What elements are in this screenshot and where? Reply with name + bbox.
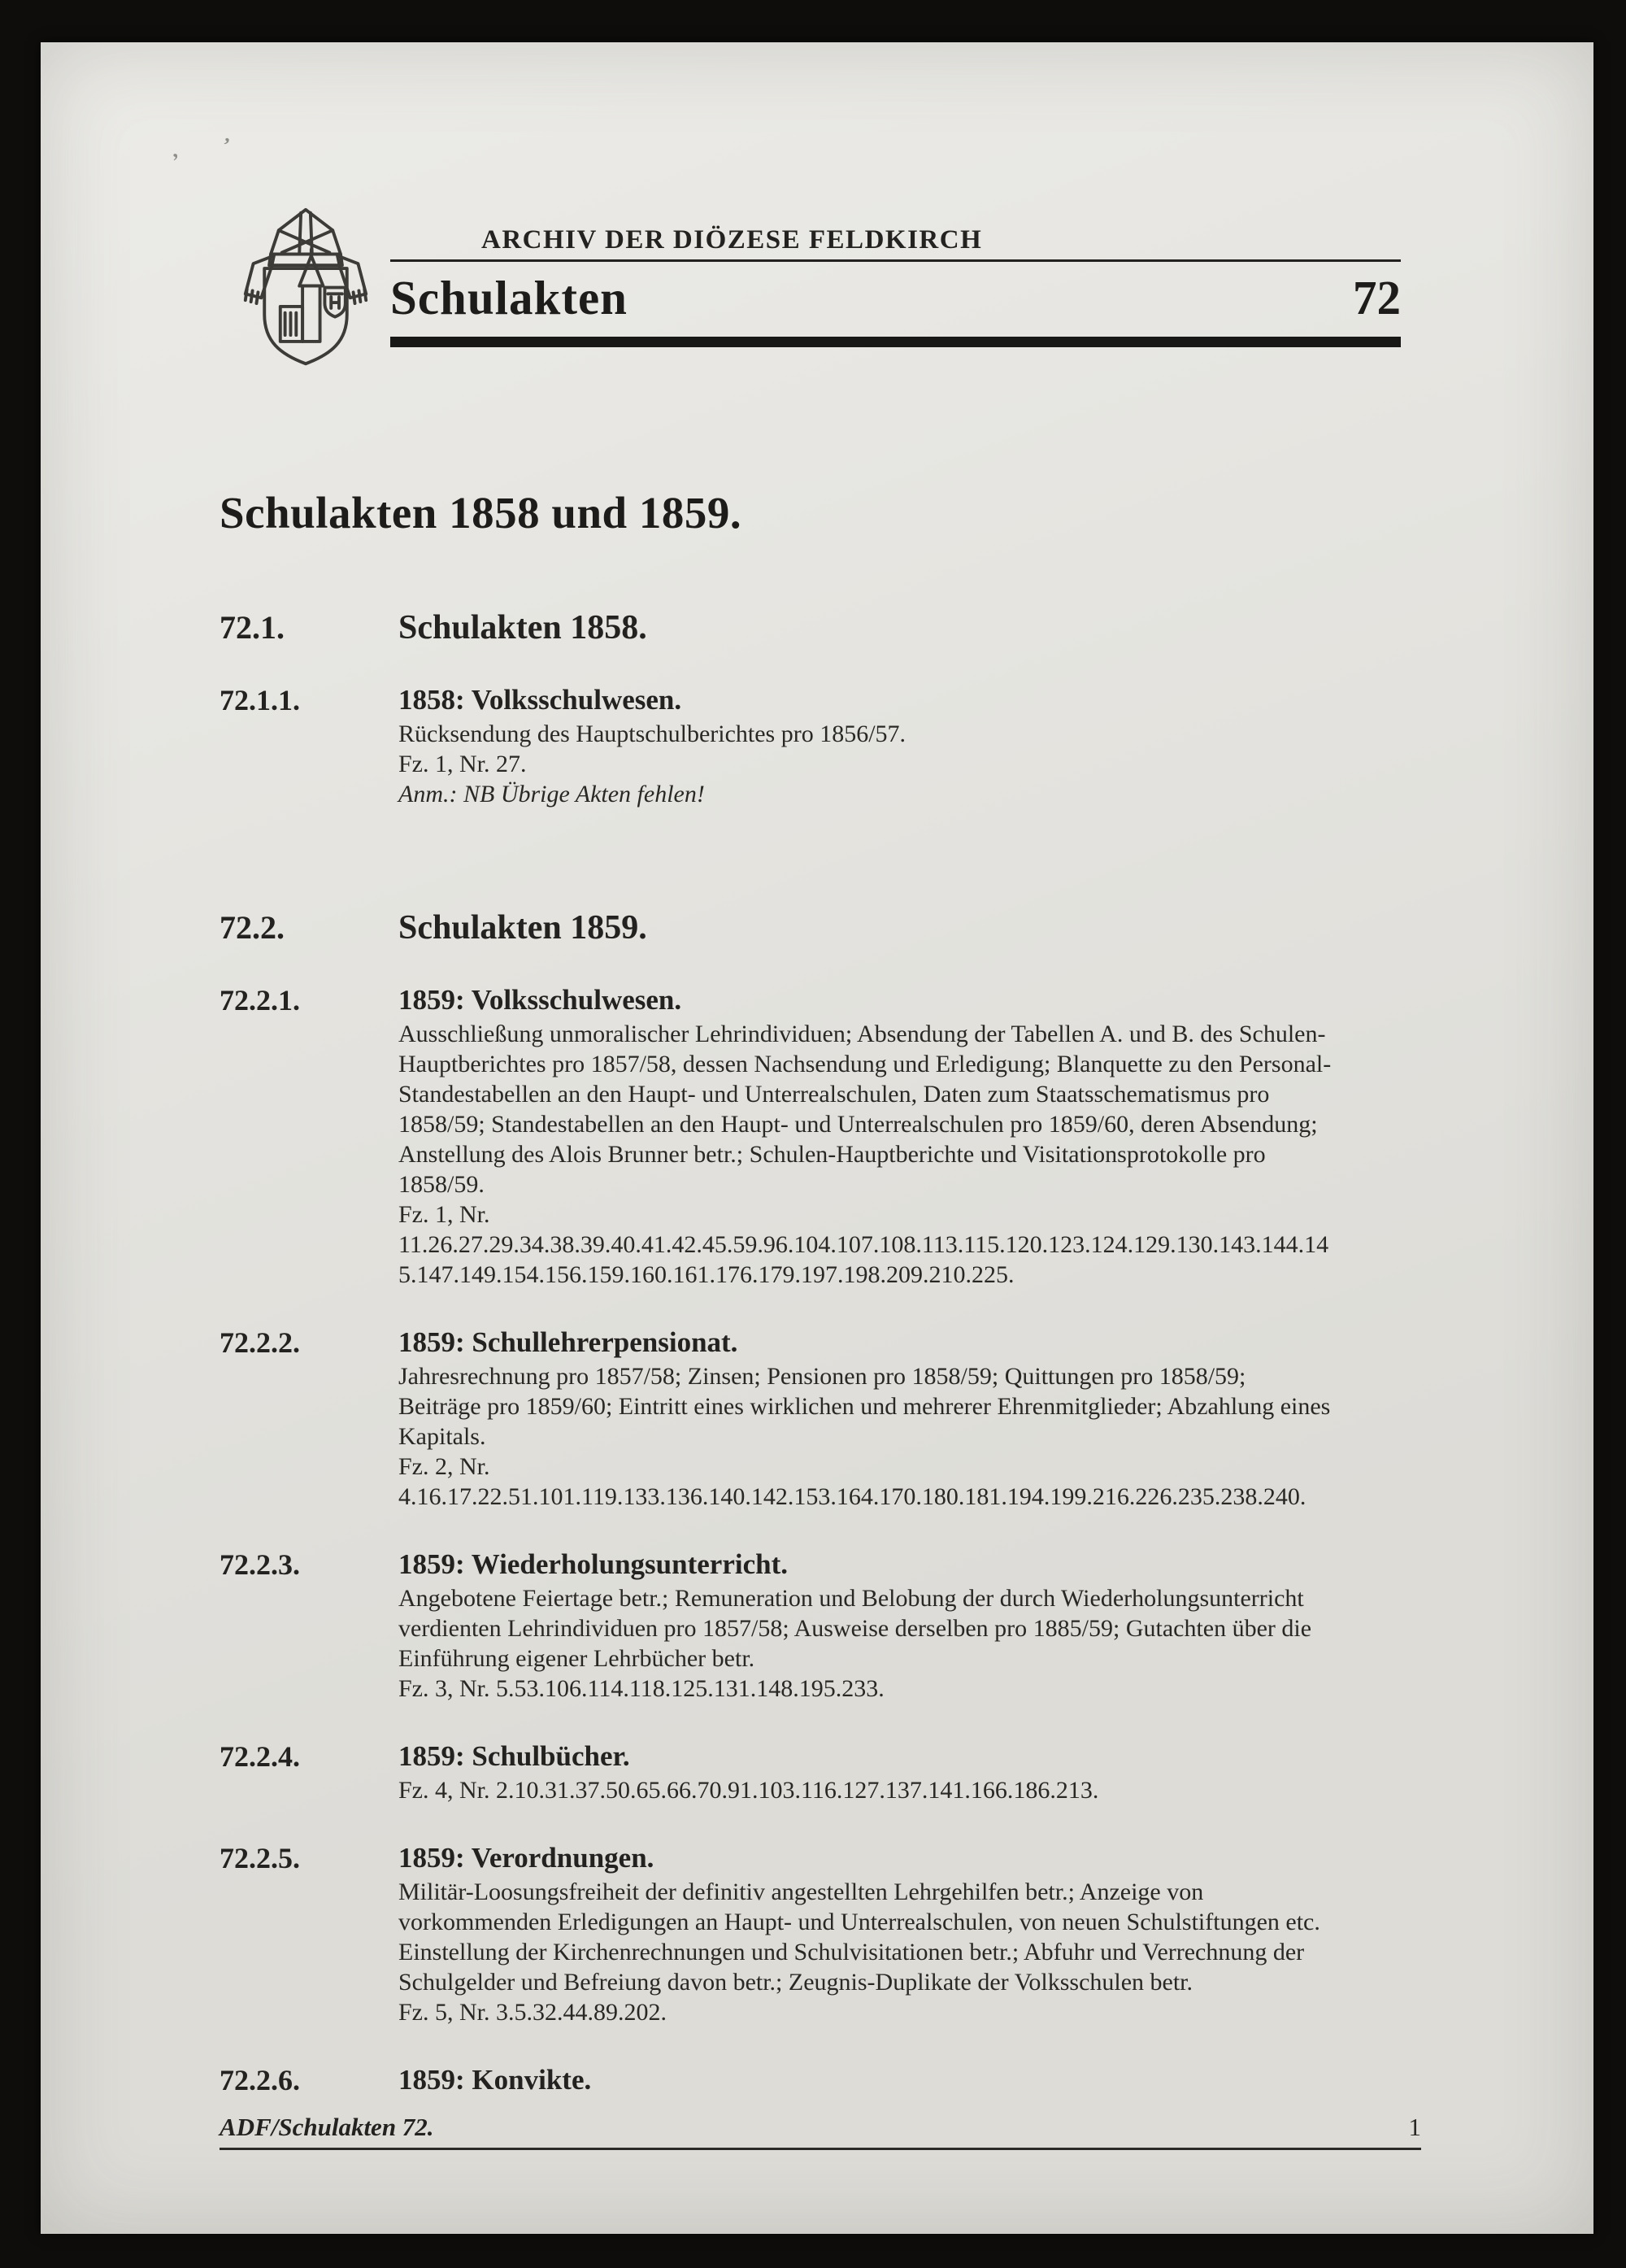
body-line: 11.26.27.29.34.38.39.40.41.42.45.59.96.104.107.108.113.115.120.123.124.129.130.143.144.14: [398, 1231, 1329, 1258]
body-line: Fz. 1, Nr. 27.: [398, 751, 527, 777]
section-72-2-5: [220, 1841, 1416, 2027]
sections-list: [220, 608, 1416, 2099]
body-line: Kapitals.: [398, 1423, 486, 1450]
section-72-2-1: [220, 983, 1416, 1290]
section-72-2-2: [220, 1326, 1416, 1512]
body-line: Fz. 4, Nr. 2.10.31.37.50.65.66.70.91.103.116.127.137.141.166.186.213.: [398, 1777, 1099, 1804]
scanned-page: [41, 42, 1593, 2234]
footer-reference: ADF/Schulakten 72.: [220, 2113, 434, 2141]
section-number: 72.2.6.: [220, 2064, 300, 2096]
document-title: Schulakten 1858 und 1859.: [220, 488, 742, 538]
body-line: Beiträge pro 1859/60; Eintritt eines wirklichen und mehrerer Ehrenmitglieder; Abzahlung eines: [398, 1393, 1331, 1420]
body-line: Fz. 2, Nr.: [398, 1453, 490, 1480]
section-number: 72.2.: [220, 909, 285, 946]
section-heading: 1858: Volksschulwesen.: [398, 684, 682, 716]
section-heading: 1859: Schullehrerpensionat.: [398, 1326, 738, 1358]
section-number: 72.2.3.: [220, 1548, 300, 1581]
body-line: verdienten Lehrindividuen pro 1857/58; Ausweise derselben pro 1885/59; Gutachten über die: [398, 1615, 1312, 1642]
section-number: 72.2.1.: [220, 984, 300, 1016]
section-72-2-3: [220, 1548, 1416, 1704]
body-line: Einführung eigener Lehrbücher betr.: [398, 1645, 755, 1672]
section-content: [398, 2063, 1416, 2099]
section-72-1-1: [220, 683, 1416, 809]
body-line: 1858/59.: [398, 1171, 485, 1198]
pen-mark: ʼ: [221, 133, 232, 158]
body-line: Ausschließung unmoralischer Lehrindividuen; Absendung der Tabellen A. und B. des Schulen-: [398, 1021, 1326, 1047]
document-body: [41, 42, 1593, 2099]
section-content: [398, 1548, 1416, 1704]
section-heading: Schulakten 1858.: [398, 609, 647, 646]
section-content: [398, 983, 1416, 1290]
section-number: 72.1.1.: [220, 684, 300, 716]
body-line: Fz. 3, Nr. 5.53.106.114.118.125.131.148.195.233.: [398, 1675, 885, 1702]
section-content: [398, 1739, 1416, 1805]
section-72-2-4: [220, 1739, 1416, 1805]
section-content: [398, 1841, 1416, 2027]
body-line: Einstellung der Kirchenrechnungen und Schulvisitationen betr.; Abfuhr und Verrechnung der: [398, 1939, 1305, 1965]
section-72-2-6: [220, 2063, 1416, 2099]
pen-mark: ‚: [167, 137, 180, 163]
section-heading: 1859: Schulbücher.: [398, 1740, 630, 1772]
section-heading: 1859: Wiederholungsunterricht.: [398, 1548, 788, 1580]
section-number: 72.1.: [220, 609, 285, 646]
body-line: Anstellung des Alois Brunner betr.; Schulen-Hauptberichte und Visitationsprotokolle pro: [398, 1141, 1266, 1168]
body-line: Hauptberichtes pro 1857/58, dessen Nachsendung und Erledigung; Blanquette zu den Personal-: [398, 1051, 1332, 1077]
section-number: 72.2.2.: [220, 1326, 300, 1359]
archive-name: ARCHIV DER DIÖZESE FELDKIRCH: [481, 225, 983, 255]
body-line: 4.16.17.22.51.101.119.133.136.140.142.153.164.170.180.181.194.199.216.226.235.238.240.: [398, 1483, 1306, 1510]
section-content: [398, 1326, 1416, 1512]
body-line: Fz. 1, Nr.: [398, 1201, 490, 1228]
body-line: Anm.: NB Übrige Akten fehlen!: [398, 781, 705, 808]
body-line: Standestabellen an den Haupt- und Unterrealschulen, Daten zum Staatsschematismus pro: [398, 1081, 1270, 1108]
body-line: Militär-Loosungsfreiheit der definitiv angestellten Lehrgehilfen betr.; Anzeige von: [398, 1878, 1204, 1905]
section-content: [398, 608, 1416, 647]
page-footer: [220, 2113, 1421, 2150]
section-heading: 1859: Konvikte.: [398, 2064, 592, 2096]
body-line: Rücksendung des Hauptschulberichtes pro 1856/57.: [398, 720, 906, 747]
section-72-2: [220, 908, 1416, 947]
section-content: [398, 908, 1416, 947]
body-line: 1858/59; Standestabellen an den Haupt- und Unterrealschulen pro 1859/60, deren Absendung;: [398, 1111, 1318, 1138]
collection-number: 72: [1353, 271, 1401, 324]
body-line: Schulgelder und Befreiung davon betr.; Zeugnis-Duplikate der Volksschulen betr.: [398, 1969, 1193, 1996]
section-heading: Schulakten 1859.: [398, 909, 647, 947]
body-line: Fz. 5, Nr. 3.5.32.44.89.202.: [398, 1999, 667, 2026]
section-72-1: [220, 608, 1416, 647]
footer-page-number: 1: [1408, 2113, 1421, 2141]
collection-title: Schulakten: [390, 271, 628, 324]
section-content: [398, 683, 1416, 809]
body-line: 5.147.149.154.156.159.160.161.176.179.197.198.209.210.225.: [398, 1261, 1015, 1288]
section-heading: 1859: Volksschulwesen.: [398, 984, 682, 1016]
body-line: vorkommenden Erledigungen an Haupt- und Unterrealschulen, von neuen Schulstiftungen etc.: [398, 1909, 1320, 1935]
body-line: Angebotene Feiertage betr.; Remuneration und Belobung der durch Wiederholungsunterricht: [398, 1585, 1304, 1612]
section-number: 72.2.4.: [220, 1740, 300, 1773]
section-heading: 1859: Verordnungen.: [398, 1842, 654, 1874]
section-number: 72.2.5.: [220, 1842, 300, 1874]
body-line: Jahresrechnung pro 1857/58; Zinsen; Pensionen pro 1858/59; Quittungen pro 1858/59;: [398, 1363, 1246, 1390]
